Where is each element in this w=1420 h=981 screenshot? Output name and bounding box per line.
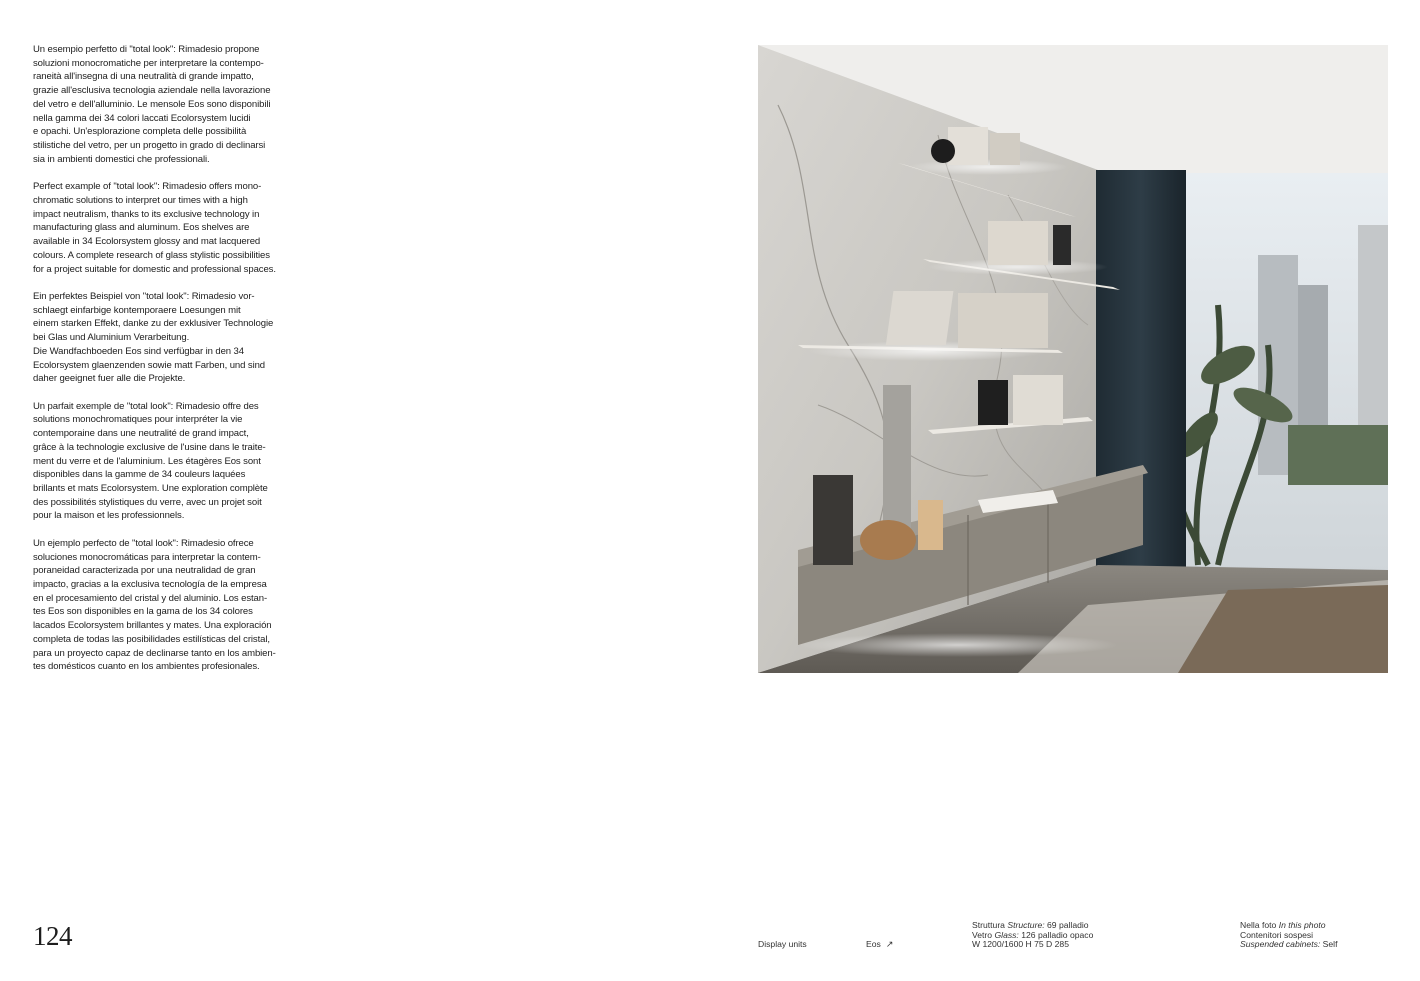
interior-photo <box>758 45 1388 673</box>
footer-section-label <box>758 940 807 950</box>
footer-product[interactable] <box>866 940 893 950</box>
body-text-column <box>33 43 291 688</box>
photo-note-item: Contenitori sospesi <box>1240 929 1314 940</box>
paragraph-english: Perfect example of "total look": Rimadesio offers mono- chromatic solutions to interpret our times with a high impact neutralism, thanks to its exclusive technology in manufacturing glass and aluminum. Eos shelves are available in 34 Ecolorsystem glossy and mat lacquered colours. A complete research of glass stylistic possibilities for a project suitable for domestic and professional spaces. <box>33 181 276 275</box>
product-label[interactable]: Eos <box>866 939 881 949</box>
page-number: 124 <box>33 921 72 951</box>
spec-structure: Struttura Structure: 69 palladio <box>972 920 1089 930</box>
photo-note-title: Nella foto In this photo <box>1240 920 1326 930</box>
paragraph-italian: Un esempio perfetto di "total look": Rimadesio propone soluzioni monocromatiche per interpretare la contempo- raneità all'insegna di una neutralità di grande impatto, grazie all'esclusiva tecnologia aziendale nella lavorazione del vetro e dell'alluminio. Le mensole Eos sono disponibili nella gamma dei 34 colori laccati Ecolorsystem lucidi e opachi. Un'esplorazione completa delle possibilità stilistiche del vetro, per un progetto in grado di declinarsi sia in ambienti domestici che professionali. <box>33 44 271 165</box>
footer-photo-note <box>1240 921 1337 950</box>
paragraph-german: Ein perfektes Beispiel von "total look": Rimadesio vor- schlaegt einfarbige kontemporaere Loesungen mit einem starken Effekt, danke zu der exklusiver Technologie bei Glas und Aluminium Verarbeitung. Die Wandfachboeden Eos sind verfügbar in den 34 Ecolorsystem glaenzenden sowie matt Farben, und sind daher geeignet fuer alle die Projekte. <box>33 290 274 385</box>
spec-dimensions: W 1200/1600 H 75 D 285 <box>972 939 1069 950</box>
photo-note-item-en: Suspended cabinets: Self <box>1240 939 1338 950</box>
footer-specs <box>972 921 1093 950</box>
paragraph-spanish: Un ejemplo perfecto de "total look": Rimadesio ofrece soluciones monocromáticas para interpretar la contem- poraneidad caracterizada por una neutralidad de gran impacto, gracias a la exclusiva tecnología de la empresa en el procesamiento del cristal y del aluminio. Los estan- tes Eos son disponibles en la gama de los 34 colores lacados Ecolorsystem brillantes y mates. Una exploración completa de todas las posibilidades estilísticas del cristal, para un proyecto capaz de declinarse tanto en los ambien- tes domésticos cuanto en los ambientes profesionales. <box>33 537 276 673</box>
paragraph-french: Un parfait exemple de "total look": Rimadesio offre des solutions monochromatiques pour interpréter la vie contemporaine dans une neutralité de grand impact, grâce à la technologie exclusive de l'usine dans le traite- ment du verre et de l'aluminium. Les étagères Eos sont disponibles dans la gamme de 34 couleurs laquées brillants et mats Ecolorsystem. Une exploration complète des possibilités stylistiques du verre, avec un projet soit pour la maison et les professionnels. <box>33 400 268 522</box>
spec-glass: Vetro Glass: 126 palladio opaco <box>972 929 1094 940</box>
section-label: Display units <box>758 939 807 949</box>
arrow-up-right-icon: ↗ <box>885 939 894 949</box>
